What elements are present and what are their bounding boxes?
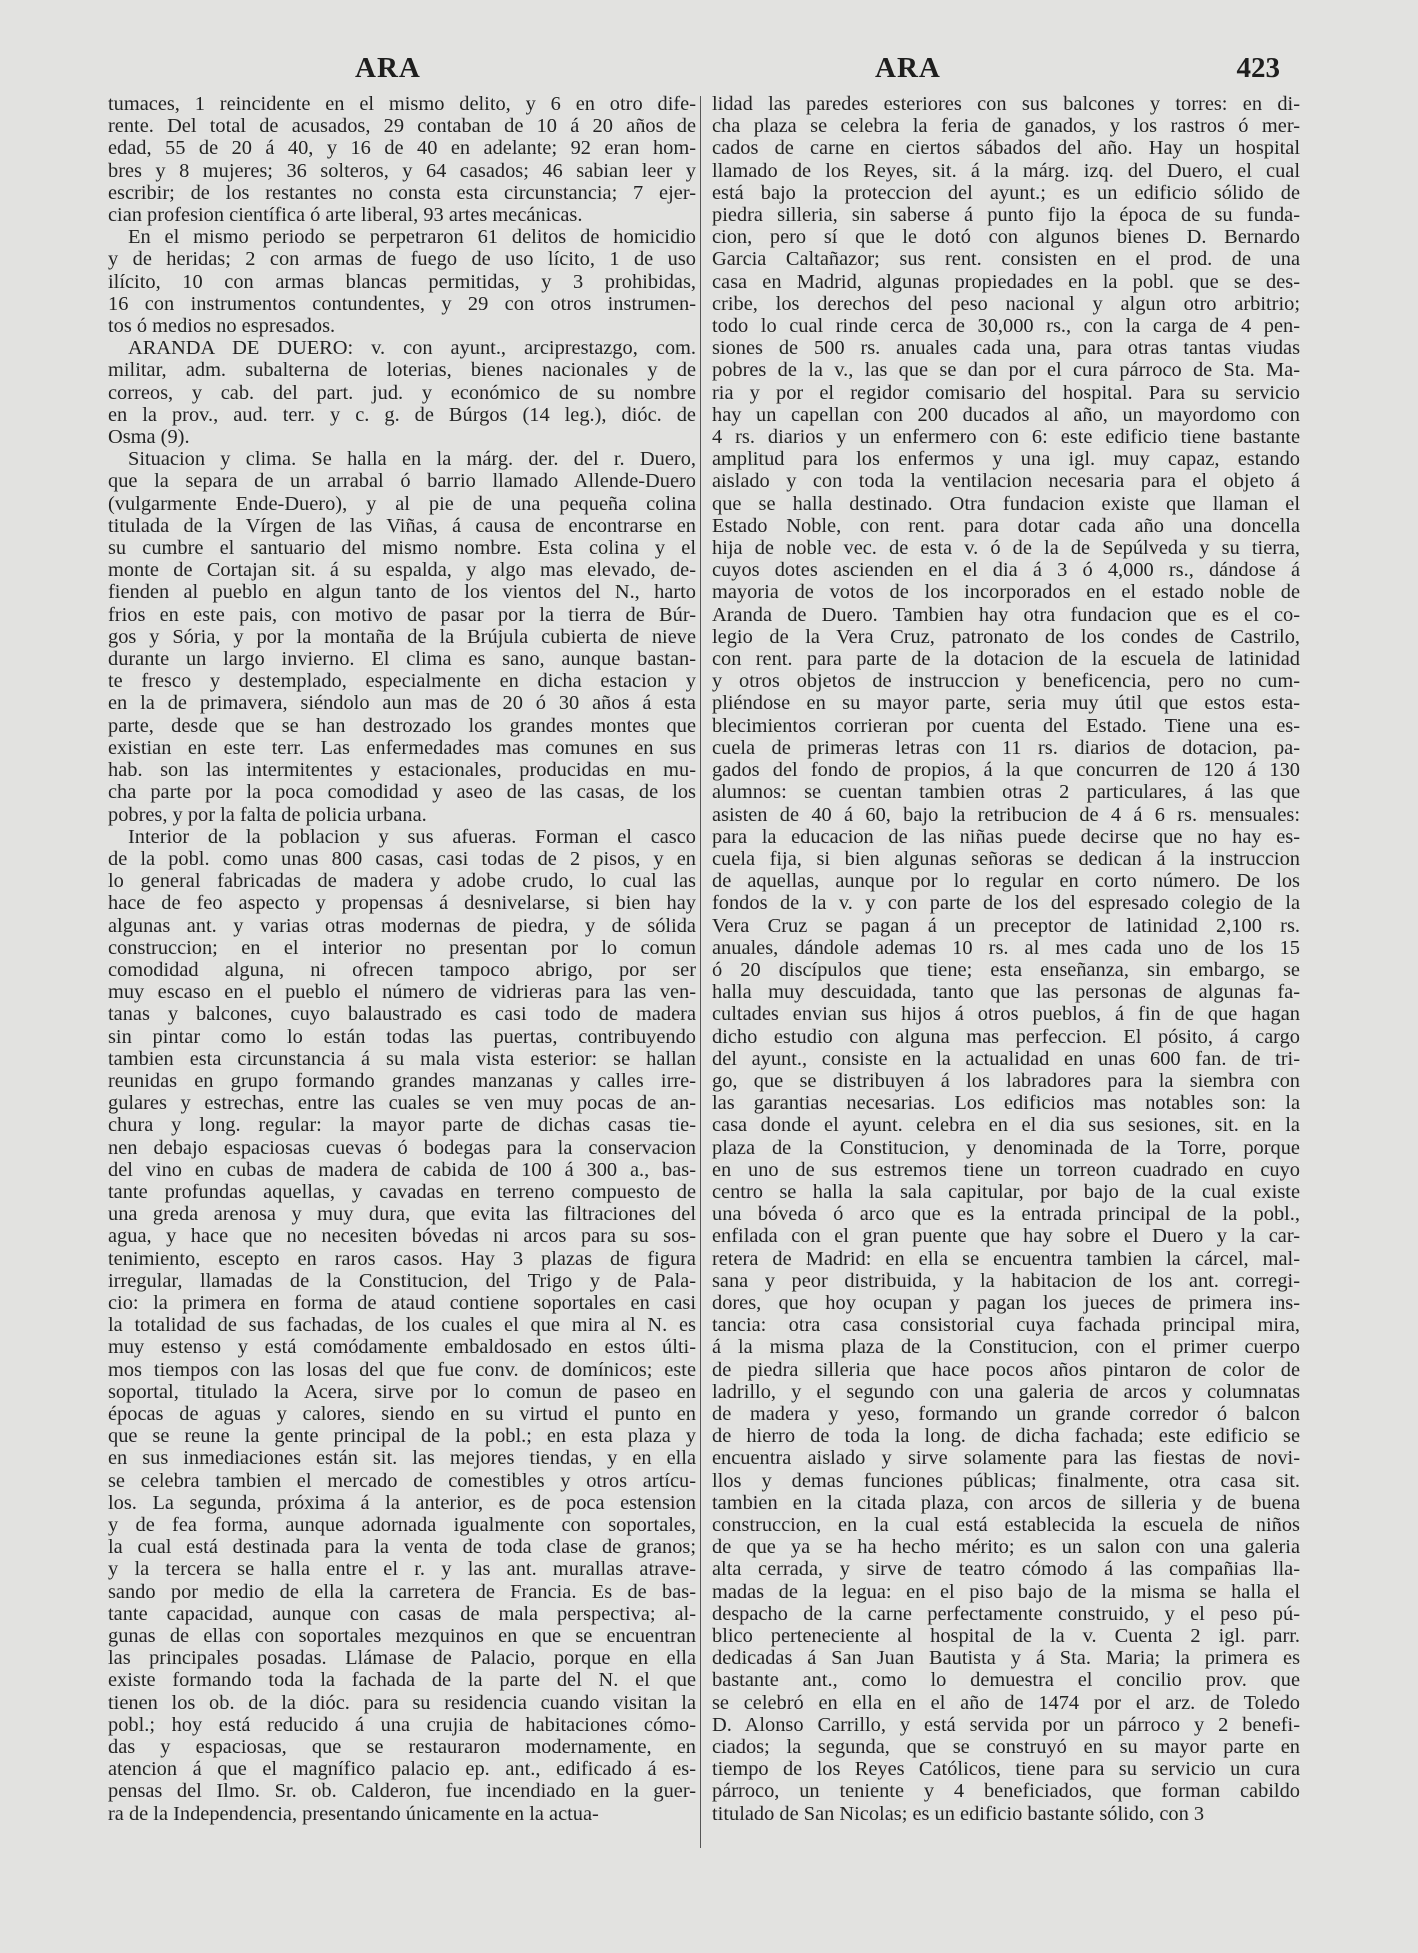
text-line: escribir; de los restantes no consta esta circunstancia; 7 ejer- — [108, 181, 696, 204]
left-column — [108, 93, 696, 1825]
text-line: asisten de 40 á 60, bajo la retribucion de 4 á 6 rs. mensuales: — [712, 803, 1300, 826]
text-line: del vino en cubas de madera de cabida de 100 á 300 a., bas- — [108, 1158, 696, 1181]
text-line: monte de Cortajan sit. á su espalda, y algo mas elevado, de- — [108, 559, 696, 582]
text-line: mayoria de votos de los incorporados en el estado noble de — [712, 581, 1300, 604]
text-line: hace de feo aspecto y propensas á desnivelarse, si bien hay — [108, 892, 696, 915]
text-line: de piedra silleria que hace pocos años pintaron de color de — [712, 1358, 1300, 1381]
text-line: lidad las paredes esteriores con sus balcones y torres: en di- — [712, 93, 1300, 115]
text-line: y de fea forma, aunque adornada igualmente con soportales, — [108, 1514, 696, 1536]
right-column — [712, 93, 1300, 1825]
text-line: alta cerrada, y sirve de teatro cómodo á las compañias lla- — [712, 1558, 1300, 1581]
text-line: de que ya se ha hecho mérito; es un salon con una galeria — [712, 1536, 1300, 1559]
paragraph — [108, 93, 696, 226]
text-line: atencion á que el magnífico palacio ep. ant., edificado á es- — [108, 1758, 696, 1781]
text-line: 16 con instrumentos contundentes, y 29 con otros instrumen- — [108, 292, 696, 315]
text-line: construccion; en el interior no presentan por lo comun — [108, 936, 696, 959]
text-line: que la separa de un arrabal ó barrio llamado Allende-Duero — [108, 470, 696, 493]
paragraph — [712, 93, 1300, 1825]
text-line: agua, y hace que no necesiten bóvedas ni arcos para su sos- — [108, 1225, 696, 1248]
text-line: te fresco y destemplado, especialmente en dicha estacion y — [108, 670, 696, 693]
text-line: anuales, dándole ademas 10 rs. al mes cada uno de los 15 — [712, 936, 1300, 959]
text-line: muy escaso en el pueblo el número de vidrieras para las ven- — [108, 981, 696, 1004]
text-line: ladrillo, y el segundo con una galeria de arcos y columnatas — [712, 1380, 1300, 1403]
text-line: las principales posadas. Llámase de Palacio, porque en ella — [108, 1647, 696, 1670]
text-line: muy estenso y está comódamente embaldosado en estos últi- — [108, 1336, 696, 1359]
text-line: plaza de la Constitucion, y denominada de la Torre, porque — [712, 1136, 1300, 1159]
text-line: aislado y con toda la ventilacion necesaria para el objeto á — [712, 470, 1300, 493]
text-line: de madera y yeso, formando un grande corredor ó balcon — [712, 1402, 1300, 1425]
text-line: (vulgarmente Ende-Duero), y al pie de una pequeña colina — [108, 492, 696, 515]
text-line: sana y peor distribuida, y la habitacion de los ant. corregi- — [712, 1269, 1300, 1292]
text-line: D. Alonso Carrillo, y está servida por un párroco y 2 benefi- — [712, 1713, 1300, 1736]
text-line: cian profesion científica ó arte liberal, 93 artes mecánicas. — [108, 204, 583, 227]
text-line: 4 rs. diarios y un enfermero con 6: este edificio tiene bastante — [712, 426, 1300, 449]
text-line: y de heridas; 2 con armas de fuego de uso lícito, 1 de uso — [108, 248, 696, 271]
text-line: de hierro de toda la long. de dicha fachada; este edificio se — [712, 1425, 1300, 1448]
text-line: ó 20 discípulos que tiene; esta enseñanza, sin embargo, se — [712, 958, 1300, 981]
text-line: Interior de la poblacion y sus afueras. Forman el casco — [128, 825, 696, 848]
text-line: ilícito, 10 con armas blancas permitidas, y 3 prohibidas, — [108, 270, 696, 293]
text-line: cribe, los derechos del peso nacional y algun otro arbitrio; — [712, 292, 1300, 315]
text-line: gunas de ellas con soportales mezquinos en que se encuentran — [108, 1625, 696, 1648]
text-line: En el mismo periodo se perpetraron 61 delitos de homicidio — [128, 226, 696, 249]
text-line: retera de Madrid: en ella se encuentra tambien la cárcel, mal- — [712, 1247, 1300, 1270]
column-rule — [700, 96, 701, 1848]
text-line: pliéndose en su mayor parte, seria muy útil que estos esta- — [712, 692, 1300, 715]
text-line: pobres, y por la falta de policia urbana. — [108, 803, 427, 826]
text-line: das y espaciosas, que se restauraron modernamente, en — [108, 1736, 696, 1759]
text-line: tos ó medios no espresados. — [108, 315, 336, 338]
text-line: hay un capellan con 200 ducados al año, un mayordomo con — [712, 403, 1300, 426]
text-line: blecimientos corrieran por cuenta del Estado. Tiene una es- — [712, 714, 1300, 737]
text-line: á la misma plaza de la Constitucion, con el primer cuerpo — [712, 1336, 1300, 1359]
text-line: en sus inmediaciones están sit. las mejores tiendas, y en ella — [108, 1447, 696, 1470]
text-line: se celebra tambien el mercado de comestibles y otros artícu- — [108, 1469, 696, 1492]
text-line: soportal, titulado la Acera, sirve por lo comun de paseo en — [108, 1380, 696, 1403]
text-line: rente. Del total de acusados, 29 contaban de 10 á 20 años de — [108, 115, 696, 138]
text-line: fondos de la v. y con parte de los del espresado colegio de la — [712, 892, 1300, 915]
text-line: cados de carne en ciertos sábados del año. Hay un hospital — [712, 137, 1300, 160]
text-line: cha plaza se celebra la feria de ganados, y los rastros ó mer- — [712, 115, 1300, 138]
running-head-left: ARA — [355, 52, 421, 84]
text-line: cuyos dotes ascienden en el dia á 3 ó 4,000 rs., dándose á — [712, 559, 1300, 582]
text-line: y la tercera se halla entre el r. y las ant. murallas atrave- — [108, 1558, 696, 1581]
text-line: tancia: otra casa consistorial cuya fachada principal mira, — [712, 1314, 1300, 1337]
running-head-right: ARA — [875, 52, 941, 84]
text-line: cha parte por la poca comodidad y aseo de las casas, de los — [108, 781, 696, 804]
text-line: ARANDA DE DUERO: v. con ayunt., arciprestazgo, com. — [128, 337, 696, 360]
text-line: Osma (9). — [108, 426, 190, 449]
text-line: gos y Sória, y por la montaña de la Brújula cubierta de nieve — [108, 625, 696, 648]
text-line: épocas de aguas y calores, siendo en su virtud el punto en — [108, 1402, 696, 1425]
text-line: que se halla destinado. Otra fundacion existe que llaman el — [712, 492, 1300, 515]
text-line: de aquellas, aunque por lo regular en corto número. De los — [712, 870, 1300, 893]
text-line: en uno de sus estremos tiene un torreon cuadrado en cuyo — [712, 1158, 1300, 1181]
text-line: en la de primavera, siéndolo aun mas de 20 ó 30 años á esta — [108, 692, 696, 715]
text-line: todo lo cual rinde cerca de 30,000 rs., con la carga de 4 pen- — [712, 315, 1300, 338]
text-line: parte, desde que se han destrozado los grandes montes que — [108, 714, 696, 737]
text-line: párroco, un teniente y 4 beneficiados, que forman cabildo — [712, 1780, 1300, 1803]
text-line: tambien en la citada plaza, con arcos de silleria y de buena — [712, 1491, 1300, 1514]
text-line: que se reune la gente principal de la pobl.; en esta plaza y — [108, 1425, 696, 1448]
text-line: Vera Cruz se pagan á un preceptor de latinidad 2,100 rs. — [712, 914, 1300, 937]
text-line: y otros objetos de instruccion y beneficencia, pero no cum- — [712, 670, 1300, 693]
text-line: tambien esta circunstancia á su mala vista esterior: se hallan — [108, 1047, 696, 1070]
text-line: titulado de San Nicolas; es un edificio bastante sólido, con 3 — [712, 1802, 1205, 1825]
paragraph — [108, 826, 696, 1825]
text-line: reunidas en grupo formando grandes manzanas y calles irre- — [108, 1069, 696, 1092]
text-line: gados del fondo de propios, á la que concurren de 120 á 130 — [712, 759, 1300, 782]
text-line: legio de la Vera Cruz, patronato de los condes de Castrilo, — [712, 625, 1300, 648]
text-line: correos, y cab. del part. jud. y económico de su nombre — [108, 381, 696, 404]
text-line: madas de la legua: en el piso bajo de la misma se halla el — [712, 1580, 1300, 1603]
text-line: blico perteneciente al hospital de la v. Cuenta 2 igl. parr. — [712, 1625, 1300, 1648]
text-line: Situacion y clima. Se halla en la márg. der. del r. Duero, — [128, 448, 696, 471]
text-line: siones de 500 rs. anuales cada una, para otras tantas viudas — [712, 337, 1300, 360]
text-line: está bajo la proteccion del ayunt.; es un edificio sólido de — [712, 181, 1300, 204]
text-line: Estado Noble, con rent. para dotar cada año una doncella — [712, 514, 1300, 537]
text-line: dedicadas á San Juan Bautista y á Sta. Maria; la primera es — [712, 1647, 1300, 1670]
text-line: dores, que hoy ocupan y pagan los jueces de primera ins- — [712, 1291, 1300, 1314]
text-line: titulada de la Vírgen de las Viñas, á causa de encontrarse en — [108, 514, 696, 537]
text-line: dicho estudio con alguna mas perfeccion. El pósito, á cargo — [712, 1025, 1300, 1048]
text-line: tante capacidad, aunque con casas de mala perspectiva; al- — [108, 1602, 696, 1625]
text-line: chura y long. regular: la mayor parte de dichas casas tie- — [108, 1114, 696, 1137]
text-line: se celebró en ella en el año de 1474 por el arz. de Toledo — [712, 1691, 1300, 1714]
text-line: una greda arenosa y muy dura, que evita las filtraciones del — [108, 1203, 696, 1226]
text-line: la cual está destinada para la venta de toda clase de granos; — [108, 1536, 696, 1559]
text-line: en la prov., aud. terr. y c. g. de Búrgos (14 leg.), dióc. de — [108, 403, 696, 426]
paragraph — [108, 448, 696, 825]
text-line: go, que se distribuyen á los labradores para la siembra con — [712, 1069, 1300, 1092]
text-line: existian en este terr. Las enfermedades mas comunes en sus — [108, 736, 696, 759]
text-line: despacho de la carne perfectamente construido, y el peso pú- — [712, 1602, 1300, 1625]
paragraph — [108, 337, 696, 448]
text-line: cion, pero sí que le dotó con algunos bienes D. Bernardo — [712, 226, 1300, 249]
text-line: hab. son las intermitentes y estacionales, producidas en mu- — [108, 759, 696, 782]
text-line: piedra silleria, sin saberse á punto fijo la época de su funda- — [712, 204, 1300, 227]
text-line: pobl.; hoy está reducido á una crujia de habitaciones cómo- — [108, 1713, 696, 1736]
text-line: casa en Madrid, algunas propiedades en la pobl. que se des- — [712, 270, 1300, 293]
text-line: la totalidad de sus fachadas, de los cuales el que mira al N. es — [108, 1314, 696, 1337]
text-line: enfilada con el gran puente que hay sobre el Duero y la car- — [712, 1225, 1300, 1248]
page-number: 423 — [1236, 52, 1280, 84]
text-line: pensas del Ilmo. Sr. ob. Calderon, fue incendiado en la guer- — [108, 1780, 696, 1803]
text-line: cuela de primeras letras con 11 rs. diarios de dotacion, pa- — [712, 736, 1300, 759]
text-line: ria y por el regidor comisario del hospital. Para su servicio — [712, 381, 1300, 404]
text-line: una bóveda ó arco que es la entrada principal de la pobl., — [712, 1203, 1300, 1226]
text-line: existe formando toda la fachada de la parte del N. el que — [108, 1669, 696, 1692]
text-line: lo general fabricadas de madera y adobe crudo, lo cual las — [108, 870, 696, 893]
text-line: halla muy descuidada, tanto que las personas de algunas fa- — [712, 981, 1300, 1004]
paragraph — [108, 226, 696, 337]
text-line: cultades envian sus hijos á otros pueblos, á fin de que hagan — [712, 1003, 1300, 1026]
text-line: casa donde el ayunt. celebra en el dia sus sesiones, sit. en la — [712, 1114, 1300, 1137]
text-line: del ayunt., consiste en la actualidad en unas 600 fan. de tri- — [712, 1047, 1300, 1070]
text-line: Aranda de Duero. Tambien hay otra fundacion que es el co- — [712, 603, 1300, 626]
text-line: su cumbre el santuario del mismo nombre. Esta colina y el — [108, 537, 696, 560]
text-line: sando por medio de ella la carretera de Francia. Es de bas- — [108, 1580, 696, 1603]
text-line: para la educacion de las niñas puede decirse que no hay es- — [712, 825, 1300, 848]
text-line: algunas ant. y varias otras modernas de piedra, y de sólida — [108, 914, 696, 937]
text-line: las garantias necesarias. Los edificios mas notables son: la — [712, 1092, 1300, 1115]
text-line: gulares y estrechas, entre las cuales se ven muy pocas de an- — [108, 1092, 696, 1115]
text-line: tanas y balcones, cuyo balaustrado es casi todo de madera — [108, 1003, 696, 1026]
text-line: tienen los ob. de la dióc. para su residencia cuando visitan la — [108, 1691, 696, 1714]
text-line: Garcia Caltañazor; sus rent. consisten en el prod. de una — [712, 248, 1300, 271]
text-line: durante un largo invierno. El clima es sano, aunque bastan- — [108, 648, 696, 671]
text-line: con rent. para parte de la dotacion de la escuela de latinidad — [712, 648, 1300, 671]
text-line: sin pintar como lo están todas las puertas, contribuyendo — [108, 1025, 696, 1048]
text-line: frios en este pais, con motivo de pasar por la tierra de Búr- — [108, 603, 696, 626]
text-line: tumaces, 1 reincidente en el mismo delito, y 6 en otro dife- — [108, 93, 696, 115]
text-line: ra de la Independencia, presentando únicamente en la actua- — [108, 1802, 599, 1825]
text-line: irregular, llamadas de la Constitucion, del Trigo y de Pala- — [108, 1269, 696, 1292]
text-line: tiempo de los Reyes Católicos, tiene para su servicio un cura — [712, 1758, 1300, 1781]
text-line: militar, adm. subalterna de loterias, bienes nacionales y de — [108, 359, 696, 382]
text-line: encuentra aislado y sirve solamente para las fiestas de novi- — [712, 1447, 1300, 1470]
text-line: construccion, en la cual está establecida la escuela de niños — [712, 1514, 1300, 1536]
text-line: los. La segunda, próxima á la anterior, es de poca estension — [108, 1491, 696, 1514]
text-line: ciados; la segunda, que se construyó en su mayor parte en — [712, 1736, 1300, 1759]
text-line: tenimiento, escepto en raros casos. Hay 3 plazas de figura — [108, 1247, 696, 1270]
text-line: de la pobl. como unas 800 casas, casi todas de 2 pisos, y en — [108, 847, 696, 870]
text-line: cuela fija, si bien algunas señoras se dedican á la instruccion — [712, 847, 1300, 870]
text-line: cio: la primera en forma de ataud contiene soportales en casi — [108, 1291, 696, 1314]
text-line: llos y demas funciones públicas; finalmente, otra casa sit. — [712, 1469, 1300, 1492]
text-line: tante profundas aquellas, y cavadas en terreno compuesto de — [108, 1180, 696, 1203]
text-line: centro se halla la sala capitular, por bajo de la cual existe — [712, 1180, 1300, 1203]
text-line: pobres de la v., las que se dan por el cura párroco de Sta. Ma- — [712, 359, 1300, 382]
text-line: bastante ant., como lo demuestra el concilio prov. que — [712, 1669, 1300, 1692]
text-line: llamado de los Reyes, sit. á la márg. izq. del Duero, el cual — [712, 159, 1300, 182]
text-line: mos tiempos con las losas del que fue conv. de domínicos; este — [108, 1358, 696, 1381]
text-line: hija de noble vec. de esta v. ó de la de Sepúlveda y su tierra, — [712, 537, 1300, 560]
text-line: edad, 55 de 20 á 40, y 16 de 40 en adelante; 92 eran hom- — [108, 137, 696, 160]
text-line: alumnos: se cuentan tambien otras 2 particulares, á las que — [712, 781, 1300, 804]
text-line: comodidad alguna, ni ofrecen tampoco abrigo, por ser — [108, 958, 696, 981]
text-line: fienden al pueblo en algun tanto de los vientos del N., harto — [108, 581, 696, 604]
text-line: amplitud para los enfermos y una igl. muy capaz, estando — [712, 448, 1300, 471]
text-line: bres y 8 mujeres; 36 solteros, y 64 casados; 46 sabian leer y — [108, 159, 696, 182]
text-line: nen debajo espaciosas cuevas ó bodegas para la conservacion — [108, 1136, 696, 1159]
